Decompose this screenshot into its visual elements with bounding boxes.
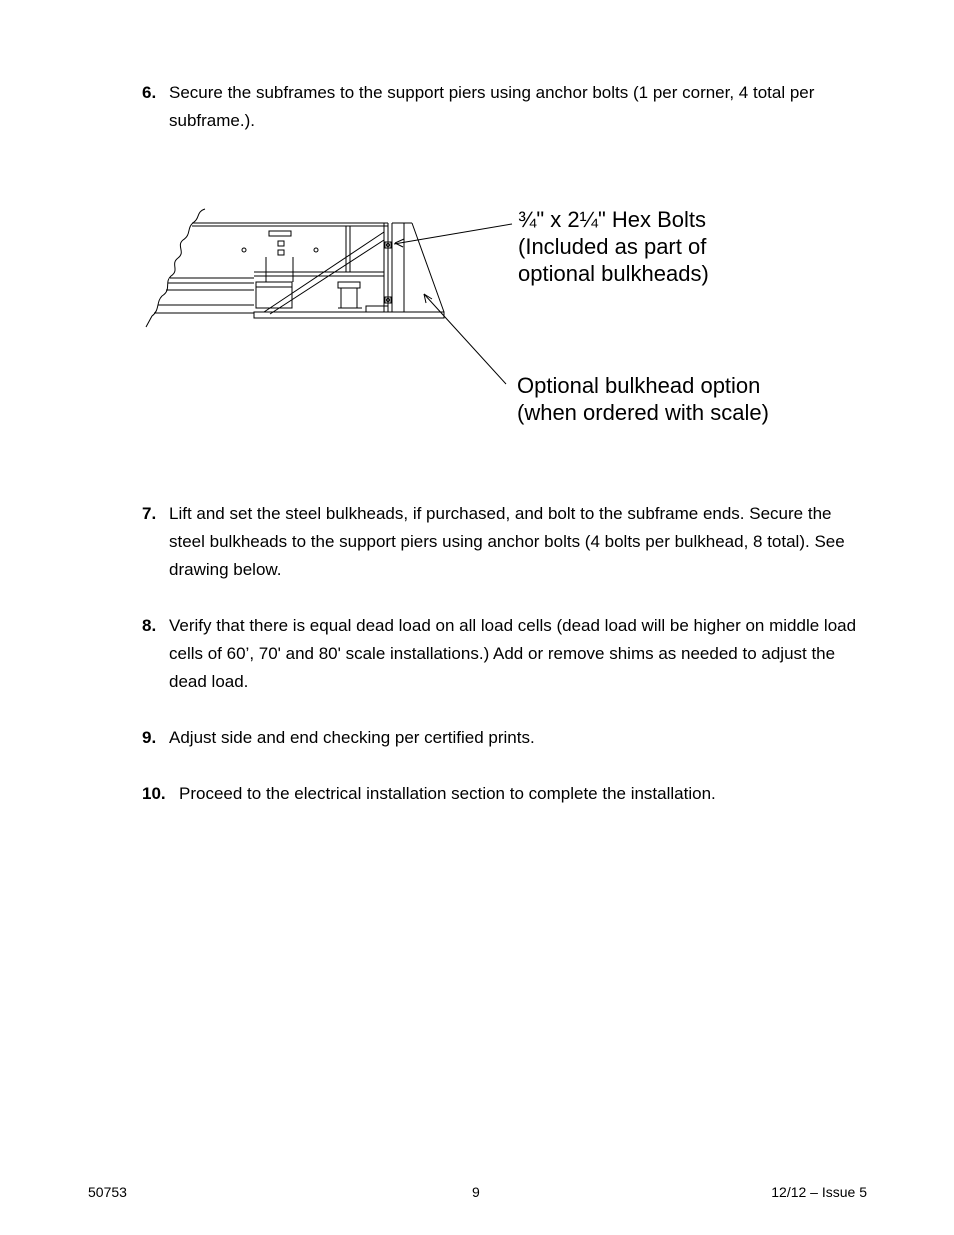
footer-doc-number: 50753 [88,1184,127,1200]
step-9 [142,724,862,752]
step-text: Adjust side and end checking per certified prints. [169,728,535,747]
step-8 [142,612,862,696]
footer-page-number: 9 [472,1184,480,1200]
step-7 [142,500,862,584]
step-number: 8. [142,616,157,635]
step-text: Secure the subframes to the support piers using anchor bolts (1 per corner, 4 total per subframe.). [169,83,815,130]
step-text: Verify that there is equal dead load on all load cells (dead load will be higher on middle load cells of 60’, 70' and 80' scale installations.) Add or remove shims as needed to adjust the dead load. [169,616,857,691]
bulkhead-callout: Optional bulkhead option (when ordered with scale) [517,373,769,425]
step-number: 9. [142,728,157,747]
hex-bolts-callout: ¾" x 2¼" Hex Bolts (Included as part of optional bulkheads) [518,207,709,286]
step-number: 10. [142,784,166,803]
step-text: Proceed to the electrical installation section to complete the installation. [179,784,716,803]
step-number: 6. [142,83,157,102]
step-10 [142,780,862,808]
step-number: 7. [142,504,157,523]
footer-issue: 12/12 – Issue 5 [771,1184,867,1200]
step-text: Lift and set the steel bulkheads, if purchased, and bolt to the subframe ends. Secure the steel bulkheads to the support piers using anchor bolts (4 bolts per bulkhead, 8 total). See drawing below. [169,504,845,579]
